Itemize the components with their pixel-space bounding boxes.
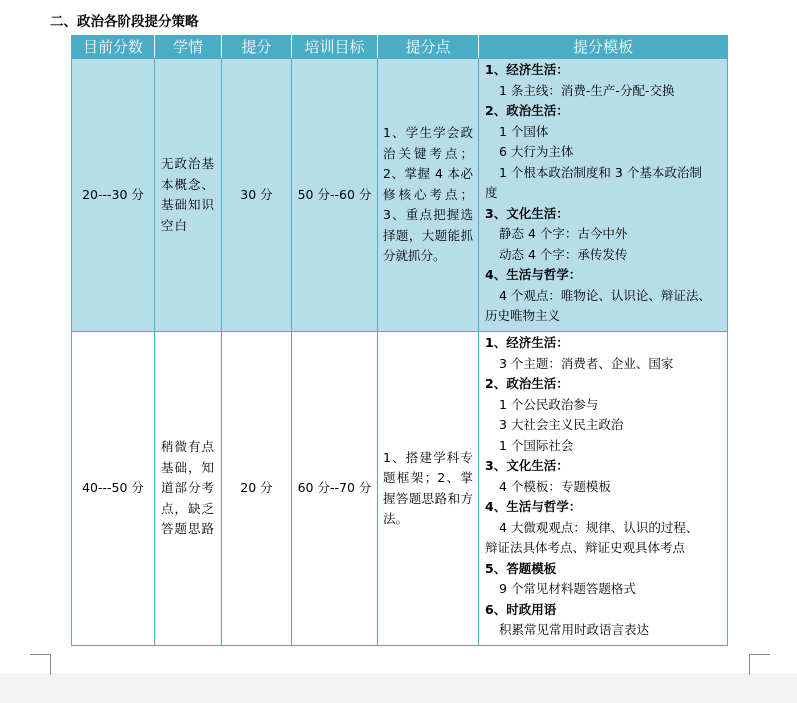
template-line: 4 个模板：专题模板 — [499, 478, 611, 494]
template-heading: 1、经济生活： — [485, 62, 569, 77]
improve-cell: 30 分 — [222, 59, 292, 332]
template-line: 3 个主题：消费者、企业、国家 — [499, 355, 674, 371]
template-line: 1 个国际社会 — [499, 437, 574, 453]
header-improve: 提分 — [222, 36, 292, 59]
header-points: 提分点 — [378, 36, 479, 59]
template-line: 静态 4 个字：古今中外 — [499, 226, 628, 241]
page-bottom-margin — [0, 673, 797, 703]
template-cell — [479, 59, 728, 332]
template-line: 1 个国体 — [499, 123, 549, 139]
template-line: 动态 4 个字：承传发传 — [499, 246, 628, 262]
template-heading: 1、经济生活： — [485, 335, 569, 350]
header-target: 培训目标 — [292, 36, 378, 59]
template-line: 1 个公民政治参与 — [499, 396, 599, 412]
template-heading: 6、时政用语 — [485, 601, 557, 617]
template-line: 3 大社会主义民主政治 — [499, 417, 624, 432]
section-title: 二、政治各阶段提分策略 — [50, 14, 199, 30]
template-line: 4 大微观观点：规律、认识的过程、 — [499, 519, 699, 535]
target-cell: 60 分--70 分 — [292, 332, 378, 646]
target-cell: 50 分--60 分 — [292, 59, 378, 332]
template-heading: 2、政治生活： — [485, 103, 569, 118]
situation-cell: 无政治基本概念、基础知识空白 — [155, 59, 222, 332]
improve-cell: 20 分 — [222, 332, 292, 646]
template-cell — [479, 332, 728, 646]
header-template: 提分模板 — [479, 36, 728, 59]
template-line: 辩证法具体考点、辩证史观具体考点 — [485, 540, 686, 555]
template-line: 4 个观点：唯物论、认识论、辩证法、 — [499, 287, 711, 303]
template-heading: 4、生活与哲学： — [485, 499, 582, 514]
strategy-table — [71, 35, 728, 646]
template-line: 积累常见常用时政语言表达 — [499, 622, 650, 637]
current-score-cell: 20---30 分 — [72, 59, 155, 332]
template-line: 1 个根本政治制度和 3 个基本政治制 — [499, 164, 702, 180]
margin-corner-mark-left — [30, 654, 51, 675]
table-row — [72, 59, 728, 332]
template-heading: 3、文化生活： — [485, 205, 569, 221]
current-score-cell: 40---50 分 — [72, 332, 155, 646]
margin-corner-mark-right — [749, 654, 770, 675]
template-line: 1 条主线：消费-生产-分配-交换 — [499, 82, 675, 98]
template-heading: 3、文化生活： — [485, 458, 569, 473]
table-row — [72, 332, 728, 646]
template-heading: 4、生活与哲学： — [485, 267, 582, 282]
template-heading: 2、政治生活： — [485, 376, 569, 391]
template-line: 度 — [485, 185, 498, 200]
template-heading: 5、答题模板 — [485, 560, 557, 576]
points-cell: 1、搭建学科专题框架；2、掌握答题思路和方法。 — [378, 332, 479, 646]
points-cell: 1、学生学会政治关键考点；2、掌握 4 本必修核心考点；3、重点把握选择题，大题能抓分就抓分。 — [378, 59, 479, 332]
template-line: 历史唯物主义 — [485, 308, 561, 323]
template-line: 6 大行为主体 — [499, 144, 574, 159]
header-situation: 学情 — [155, 36, 222, 59]
table-header-row — [72, 36, 728, 59]
situation-cell: 稍微有点基础，知道部分考点，缺乏答题思路 — [155, 332, 222, 646]
header-current-score: 目前分数 — [72, 36, 155, 59]
template-line: 9 个常见材料题答题格式 — [499, 581, 636, 596]
